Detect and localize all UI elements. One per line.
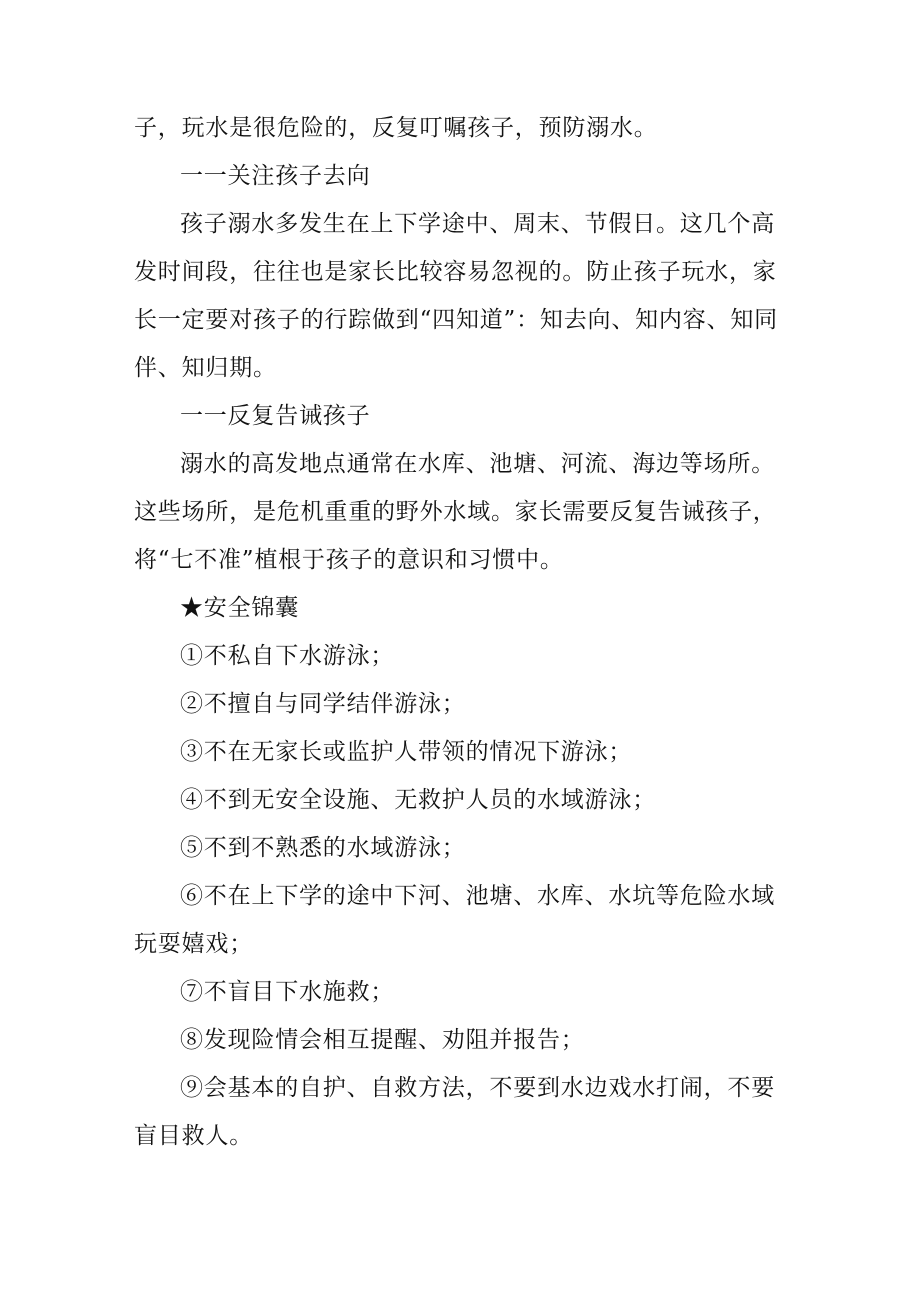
safety-tip-6: ⑥不在上下学的途中下河、池塘、水库、水坑等危险水域玩耍嬉戏；	[134, 883, 775, 957]
document-body	[134, 104, 788, 1160]
safety-tip-5: ⑤不到不熟悉的水域游泳；	[180, 835, 466, 861]
section-heading-warn-child: 一一反复告诫孩子	[180, 403, 371, 429]
safety-tip-7: ⑦不盲目下水施救；	[180, 979, 395, 1005]
safety-tip-9: ⑨会基本的自护、自救方法，不要到水边戏水打闹，不要盲目救人。	[134, 1075, 775, 1149]
safety-tip-4: ④不到无安全设施、无救护人员的水域游泳；	[180, 787, 656, 813]
safety-tips-heading: ★安全锦囊	[180, 595, 299, 621]
section-heading-child-whereabouts: 一一关注孩子去向	[180, 163, 371, 189]
paragraph-continuation: 子，玩水是很危险的，反复叮嘱孩子，预防溺水。	[134, 115, 658, 141]
safety-tip-1: ①不私自下水游泳；	[180, 643, 395, 669]
paragraph-whereabouts: 孩子溺水多发生在上下学途中、周末、节假日。这几个高发时间段，往往也是家长比较容易忽视的。防止孩子玩水，家长一定要对孩子的行踪做到“四知道”：知去向、知内容、知同伴、知归期。	[134, 211, 778, 381]
safety-tip-8: ⑧发现险情会相互提醒、劝阻并报告；	[180, 1027, 585, 1053]
safety-tip-3: ③不在无家长或监护人带领的情况下游泳；	[180, 739, 633, 765]
paragraph-warn-child: 溺水的高发地点通常在水库、池塘、河流、海边等场所。这些场所，是危机重重的野外水域。家长需要反复告诫孩子，将“七不准”植根于孩子的意识和习惯中。	[134, 451, 777, 573]
safety-tip-2: ②不擅自与同学结伴游泳；	[180, 691, 466, 717]
